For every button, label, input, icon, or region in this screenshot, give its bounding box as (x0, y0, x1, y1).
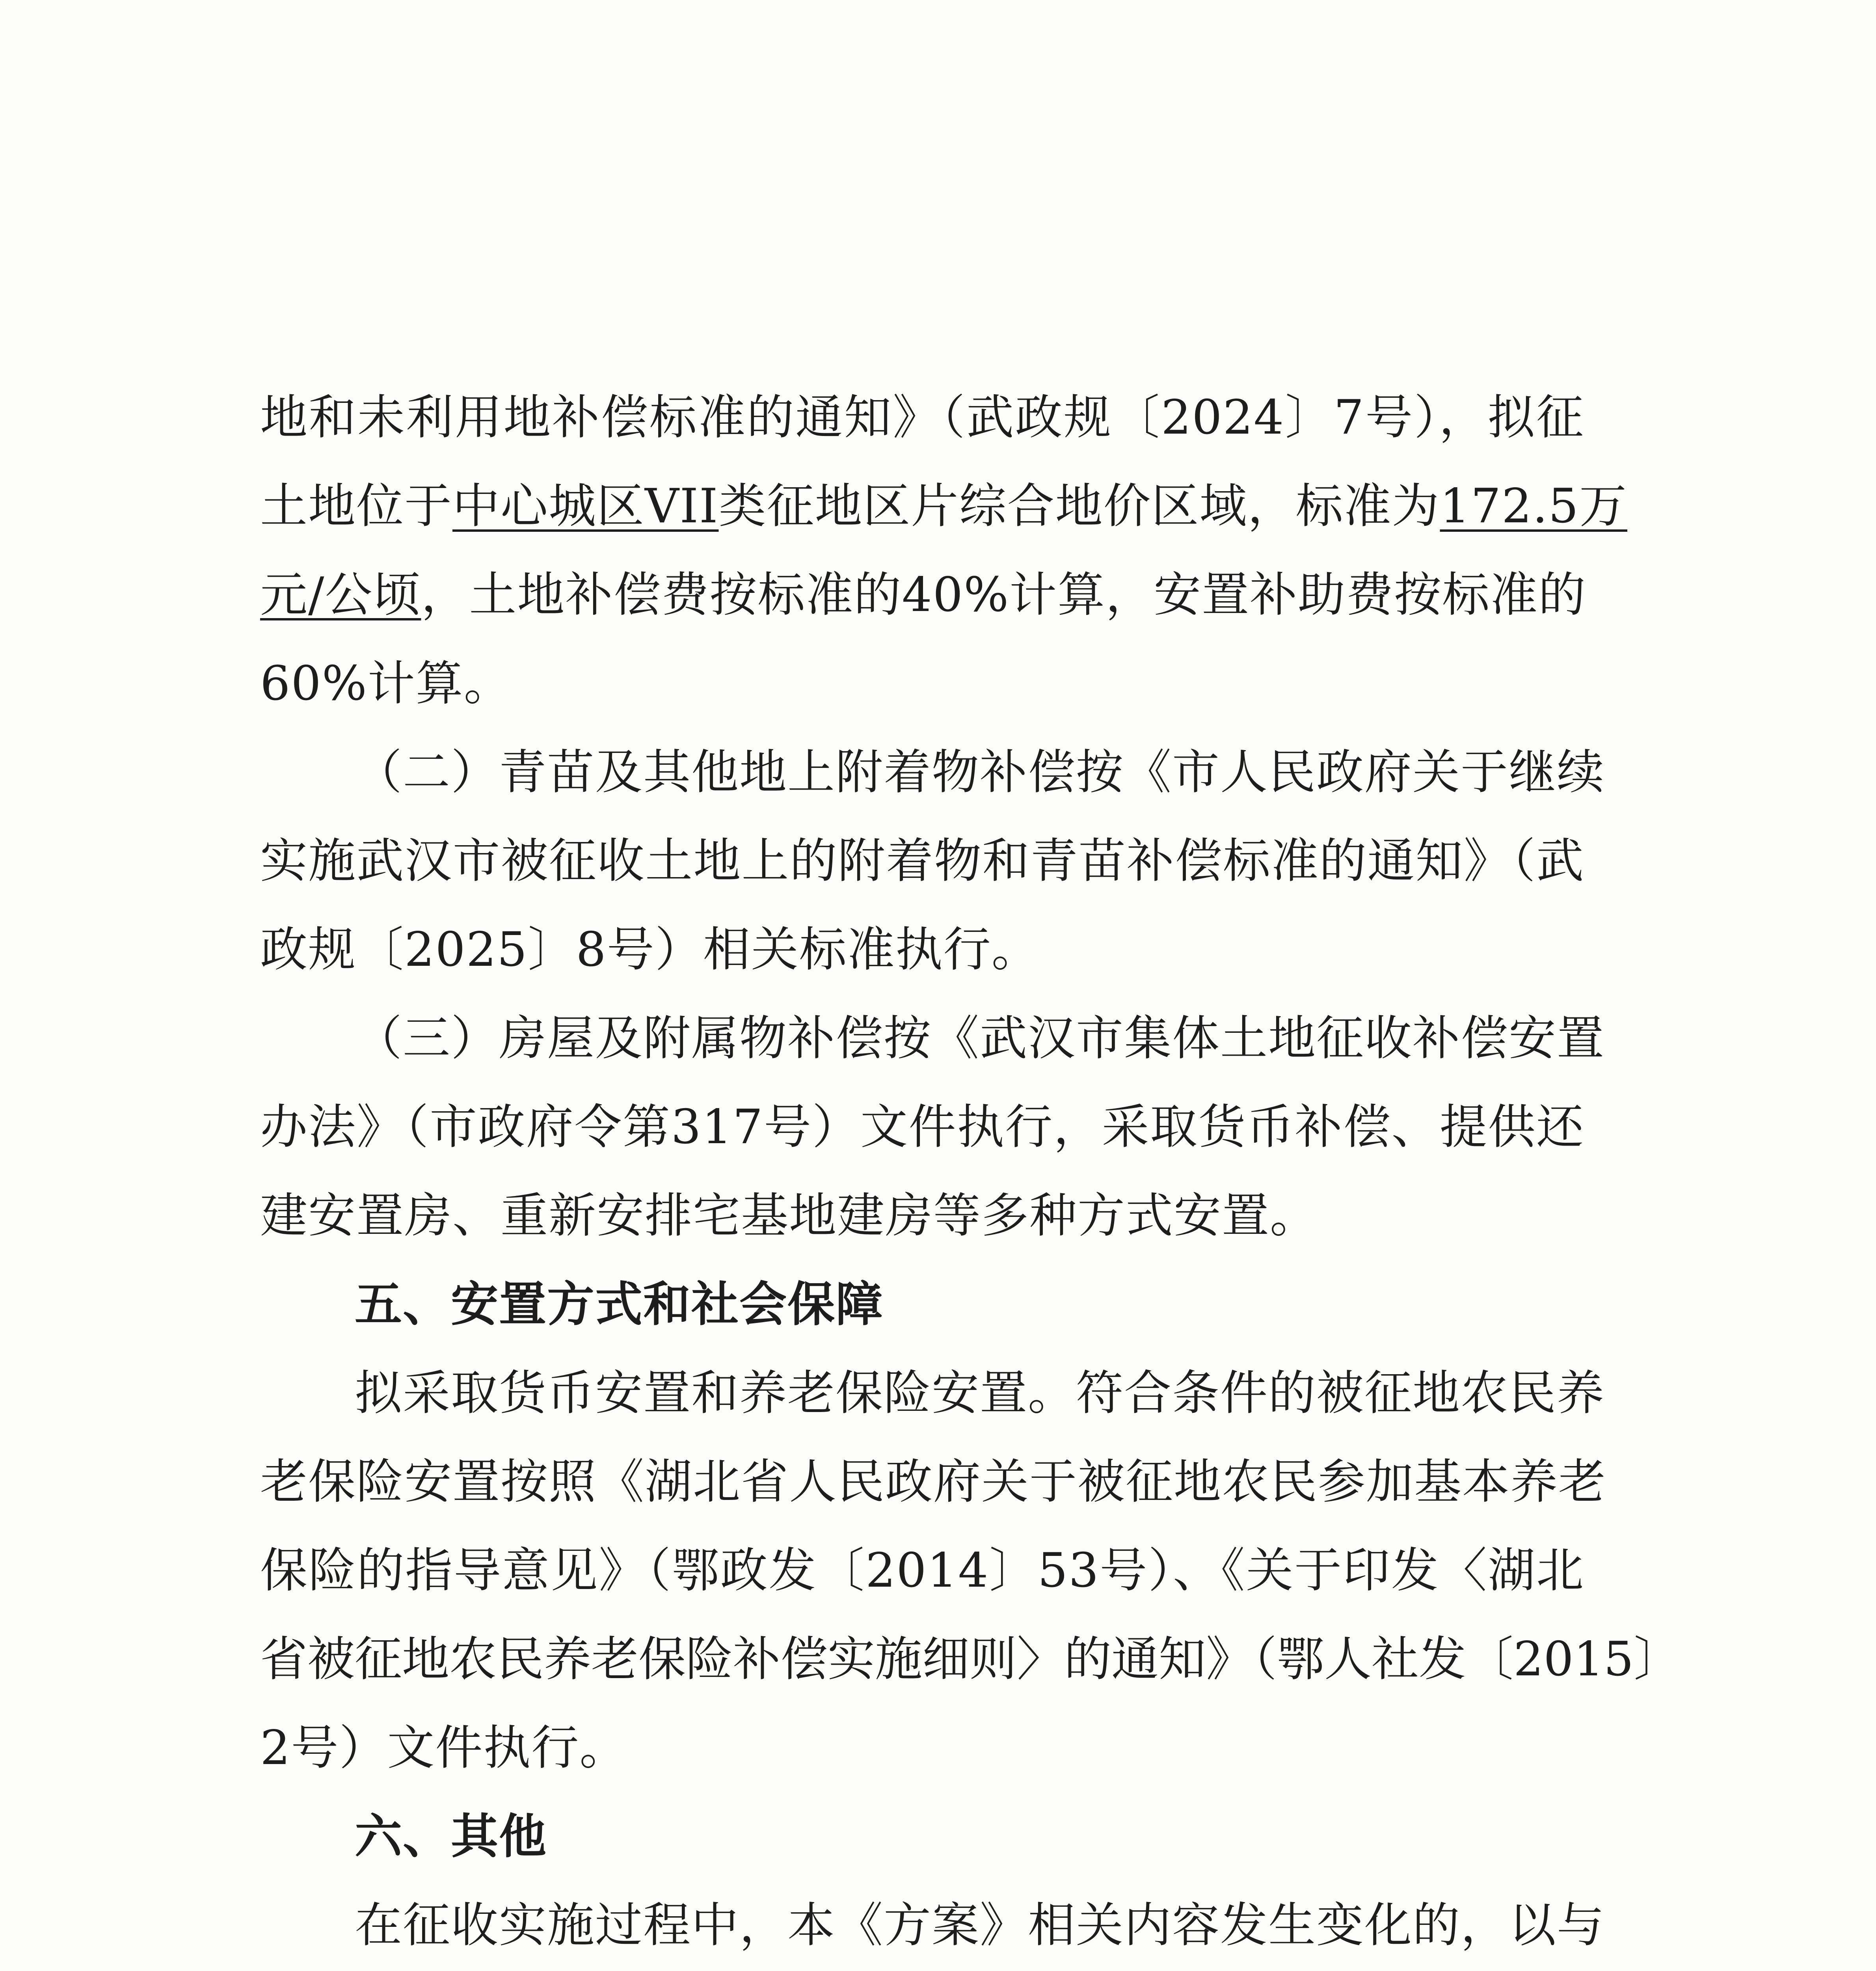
text-line: 省被征地农民养老保险补偿实施细则〉的通知》（鄂人社发〔2015〕 (260, 1632, 1681, 1687)
text-line: 实施武汉市被征收土地上的附着物和青苗补偿标准的通知》（武 (260, 834, 1584, 889)
underlined-area-name: 中心城区VII (452, 479, 719, 534)
text-span: 类征地区片综合地价区域，标准为 (718, 479, 1440, 534)
underlined-standard-value: 172.5万 (1440, 479, 1628, 534)
text-line: 2号）文件执行。 (260, 1721, 628, 1775)
paragraph-first-line: （二）青苗及其他地上附着物补偿按《市人民政府关于继续 (355, 745, 1605, 800)
paragraph-first-line: （三）房屋及附属物补偿按《武汉市集体土地征收补偿安置 (355, 1011, 1605, 1066)
text-line: 保险的指导意见》（鄂政发〔2014〕53号）、《关于印发〈湖北 (260, 1543, 1584, 1598)
text-line (260, 477, 1628, 536)
paragraph-first-line: 在征收实施过程中，本《方案》相关内容发生变化的，以与 (355, 1898, 1605, 1953)
text-span: 土地位于 (260, 479, 452, 534)
text-line: 政规〔2025〕8号）相关标准执行。 (260, 922, 1040, 977)
section-heading-5: 五、安置方式和社会保障 (355, 1277, 884, 1332)
text-span: ，土地补偿费按标准的40%计算，安置补助费按标准的 (421, 568, 1587, 622)
underlined-unit: 元/公顷 (260, 568, 421, 622)
section-heading-6: 六、其他 (355, 1809, 547, 1864)
text-line (260, 566, 1587, 625)
text-line: 老保险安置按照《湖北省人民政府关于被征地农民参加基本养老 (260, 1455, 1606, 1509)
text-line: 办法》（市政府令第317号）文件执行，采取货币补偿、提供还 (260, 1100, 1584, 1155)
paragraph-first-line: 拟采取货币安置和养老保险安置。符合条件的被征地农民养 (355, 1366, 1605, 1421)
text-line: 建安置房、重新安排宅基地建房等多种方式安置。 (260, 1189, 1318, 1243)
text-line: 地和未利用地补偿标准的通知》（武政规〔2024〕7号），拟征 (260, 390, 1584, 445)
text-line: 60%计算。 (260, 656, 512, 711)
